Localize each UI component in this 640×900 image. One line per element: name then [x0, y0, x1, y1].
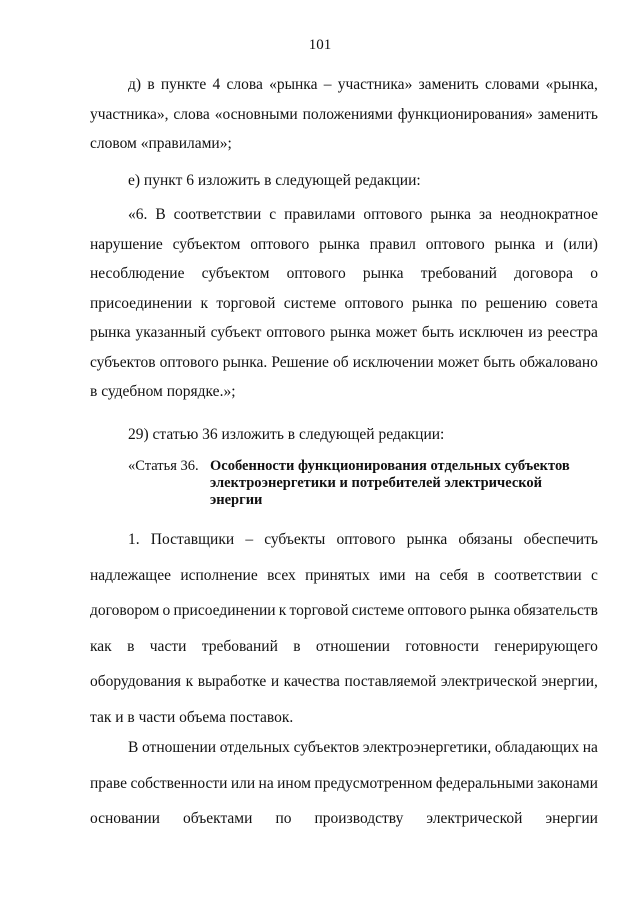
word: словами — [484, 76, 540, 93]
word: к — [278, 602, 287, 619]
word: собственности — [130, 774, 228, 792]
word: электроэнергетики, — [362, 739, 492, 756]
text-line: в судебном порядке.»; — [90, 383, 236, 400]
word: в — [477, 566, 485, 584]
text-line — [90, 766, 598, 802]
text-line — [90, 70, 598, 100]
word: договором — [90, 602, 160, 619]
word: субъектов — [90, 353, 156, 371]
text-line — [90, 289, 598, 319]
word: в — [293, 637, 301, 655]
word: договора — [514, 265, 574, 282]
text-line-spread — [90, 259, 598, 289]
word: рынка — [494, 235, 536, 253]
word: может — [437, 353, 480, 371]
paragraph-article-36-part-1 — [90, 522, 598, 735]
word: Решение — [271, 353, 329, 371]
word: по — [275, 810, 292, 827]
text-line — [90, 348, 598, 378]
word: отношении — [315, 637, 390, 655]
word: исключен — [458, 324, 524, 341]
word: части — [149, 637, 187, 655]
text-line — [90, 100, 598, 130]
word: обязаны — [458, 531, 513, 548]
word: субъекты — [264, 531, 326, 548]
word: решению — [485, 294, 547, 312]
word: рынка — [319, 235, 360, 253]
word: «рынка, — [545, 76, 598, 93]
word: рынка. — [222, 353, 268, 371]
word: В — [155, 206, 166, 223]
word: системе — [351, 602, 405, 619]
word: заменить — [418, 76, 479, 93]
word: рынка — [411, 294, 453, 312]
word: рынка — [90, 324, 131, 341]
text-line — [90, 664, 598, 700]
word: быть — [483, 353, 516, 371]
word: исполнение — [180, 566, 258, 584]
word: из — [528, 324, 543, 341]
word: законами — [537, 774, 598, 792]
word: рынка — [469, 602, 511, 619]
word: рынка — [362, 265, 404, 282]
word: оптового — [344, 294, 404, 312]
word: Поставщики — [150, 531, 235, 548]
word: рынка — [406, 531, 448, 548]
word: может — [375, 324, 418, 341]
word: в — [127, 637, 135, 655]
word: В — [128, 739, 139, 756]
word: производству — [314, 810, 404, 827]
word: правилами — [284, 206, 356, 223]
word: «рынка — [269, 76, 318, 93]
text-line — [90, 318, 598, 348]
word: надлежащее — [90, 566, 171, 584]
paragraph-item-e — [90, 166, 598, 196]
word: к — [200, 294, 208, 312]
word: всех — [267, 566, 296, 584]
text-line — [90, 230, 598, 260]
word: отношении — [142, 739, 217, 756]
word: выработке — [197, 673, 267, 690]
word: 1. — [128, 531, 140, 548]
text-line — [90, 200, 598, 230]
word: как — [90, 637, 112, 655]
word: отдельных — [219, 739, 290, 756]
word: на — [258, 774, 274, 792]
word: участника» — [337, 76, 413, 93]
text-line-spread — [90, 629, 598, 665]
word: об — [333, 353, 349, 371]
word: пункте — [160, 76, 207, 93]
word: оптового — [425, 235, 485, 253]
text-line — [90, 522, 598, 558]
word: – — [323, 76, 332, 93]
paragraph-point-6 — [90, 200, 598, 407]
word: оптового — [407, 602, 467, 619]
paragraph-article-36-part-1-cont — [90, 730, 598, 837]
word: правил — [369, 235, 416, 253]
word: торговой — [289, 602, 349, 619]
word: д) — [128, 76, 142, 93]
word: оборудования — [90, 673, 182, 690]
title-line: электроэнергетики и потребителей электрической — [210, 475, 543, 491]
word: генерирующего — [494, 637, 598, 655]
word: с — [269, 206, 277, 223]
word: рынка — [330, 324, 371, 341]
word: оптового — [266, 324, 326, 341]
word: на — [582, 739, 598, 756]
word: системе — [283, 294, 337, 312]
word: указанный — [135, 324, 206, 341]
word: оптового — [159, 353, 219, 371]
word: готовности — [405, 637, 479, 655]
word: быть — [421, 324, 455, 341]
text-line: 29) статью 36 изложить в следующей редакции: — [128, 426, 445, 443]
word: на — [414, 566, 431, 584]
text-line: е) пункт 6 изложить в следующей редакции: — [128, 172, 421, 189]
word: субъектов — [293, 739, 360, 756]
word: оптового — [250, 235, 310, 253]
word: электрической — [426, 810, 523, 827]
word: присоединении — [173, 602, 276, 619]
word: или — [230, 774, 256, 792]
word: реестра — [547, 324, 598, 341]
word: субъект — [210, 324, 262, 341]
word: качества — [283, 673, 340, 690]
word: нарушение — [90, 235, 163, 253]
word: требований — [420, 265, 497, 282]
word: о — [162, 602, 171, 619]
word: обладающих — [494, 739, 580, 756]
word: заменить — [537, 105, 598, 123]
word: с — [591, 566, 598, 584]
word: энергии, — [541, 673, 598, 690]
text-line: словом «правилами»; — [90, 135, 232, 152]
article-title — [210, 458, 602, 509]
word: рынка — [430, 206, 471, 223]
word: объектами — [182, 810, 253, 827]
word: праве — [90, 774, 128, 792]
word: обязательств — [513, 602, 598, 619]
title-line: энергии — [210, 492, 263, 508]
word: неоднократное — [499, 206, 598, 223]
title-line: Особенности функционирования отдельных субъектов — [210, 458, 570, 474]
word: – — [245, 531, 254, 548]
word: обжаловано — [519, 353, 598, 371]
word: слова — [226, 76, 263, 93]
article-heading — [128, 458, 608, 509]
word: в — [147, 76, 155, 93]
word: (или) — [563, 235, 598, 253]
word: к — [185, 673, 194, 690]
word: оптового — [336, 531, 396, 548]
word: обеспечить — [523, 531, 598, 548]
word: исключении — [352, 353, 434, 371]
word: оптового — [363, 206, 423, 223]
word: ином — [277, 774, 311, 792]
word: «основными — [214, 105, 298, 123]
paragraph-item-29 — [90, 420, 598, 450]
word: и — [270, 673, 280, 690]
word: поставляемой — [344, 673, 437, 690]
word: за — [478, 206, 492, 223]
word: положениями — [302, 105, 393, 123]
word: и — [545, 235, 554, 253]
article-number: «Статья 36. — [128, 458, 199, 474]
word: несоблюдение — [90, 265, 185, 282]
text-line — [90, 593, 598, 629]
word: слова — [173, 105, 210, 123]
word: субъектом — [201, 265, 270, 282]
word: функционирования» — [397, 105, 533, 123]
text-line — [90, 558, 598, 594]
word: соответствии — [173, 206, 262, 223]
word: предусмотренном — [314, 774, 433, 792]
word: о — [590, 265, 598, 282]
word: соответствии — [494, 566, 582, 584]
word: по — [460, 294, 477, 312]
word: присоединении — [90, 294, 193, 312]
word: требований — [201, 637, 278, 655]
word: субъектом — [172, 235, 241, 253]
word: ими — [379, 566, 406, 584]
word: себя — [439, 566, 469, 584]
page-number: 101 — [308, 37, 332, 53]
word: «6. — [128, 206, 148, 223]
word: электрической — [440, 673, 537, 690]
word: участника», — [90, 105, 169, 123]
word: совета — [555, 294, 598, 312]
word: федеральными — [435, 774, 534, 792]
text-line — [90, 730, 598, 766]
text-line: так и в части объема поставок. — [90, 708, 294, 726]
text-line-spread — [90, 801, 598, 837]
word: 4 — [212, 76, 221, 93]
word: торговой — [216, 294, 276, 312]
word: основании — [90, 810, 160, 827]
word: энергии — [545, 810, 598, 827]
word: принятых — [305, 566, 370, 584]
word: оптового — [286, 265, 346, 282]
paragraph-item-d — [90, 70, 598, 159]
